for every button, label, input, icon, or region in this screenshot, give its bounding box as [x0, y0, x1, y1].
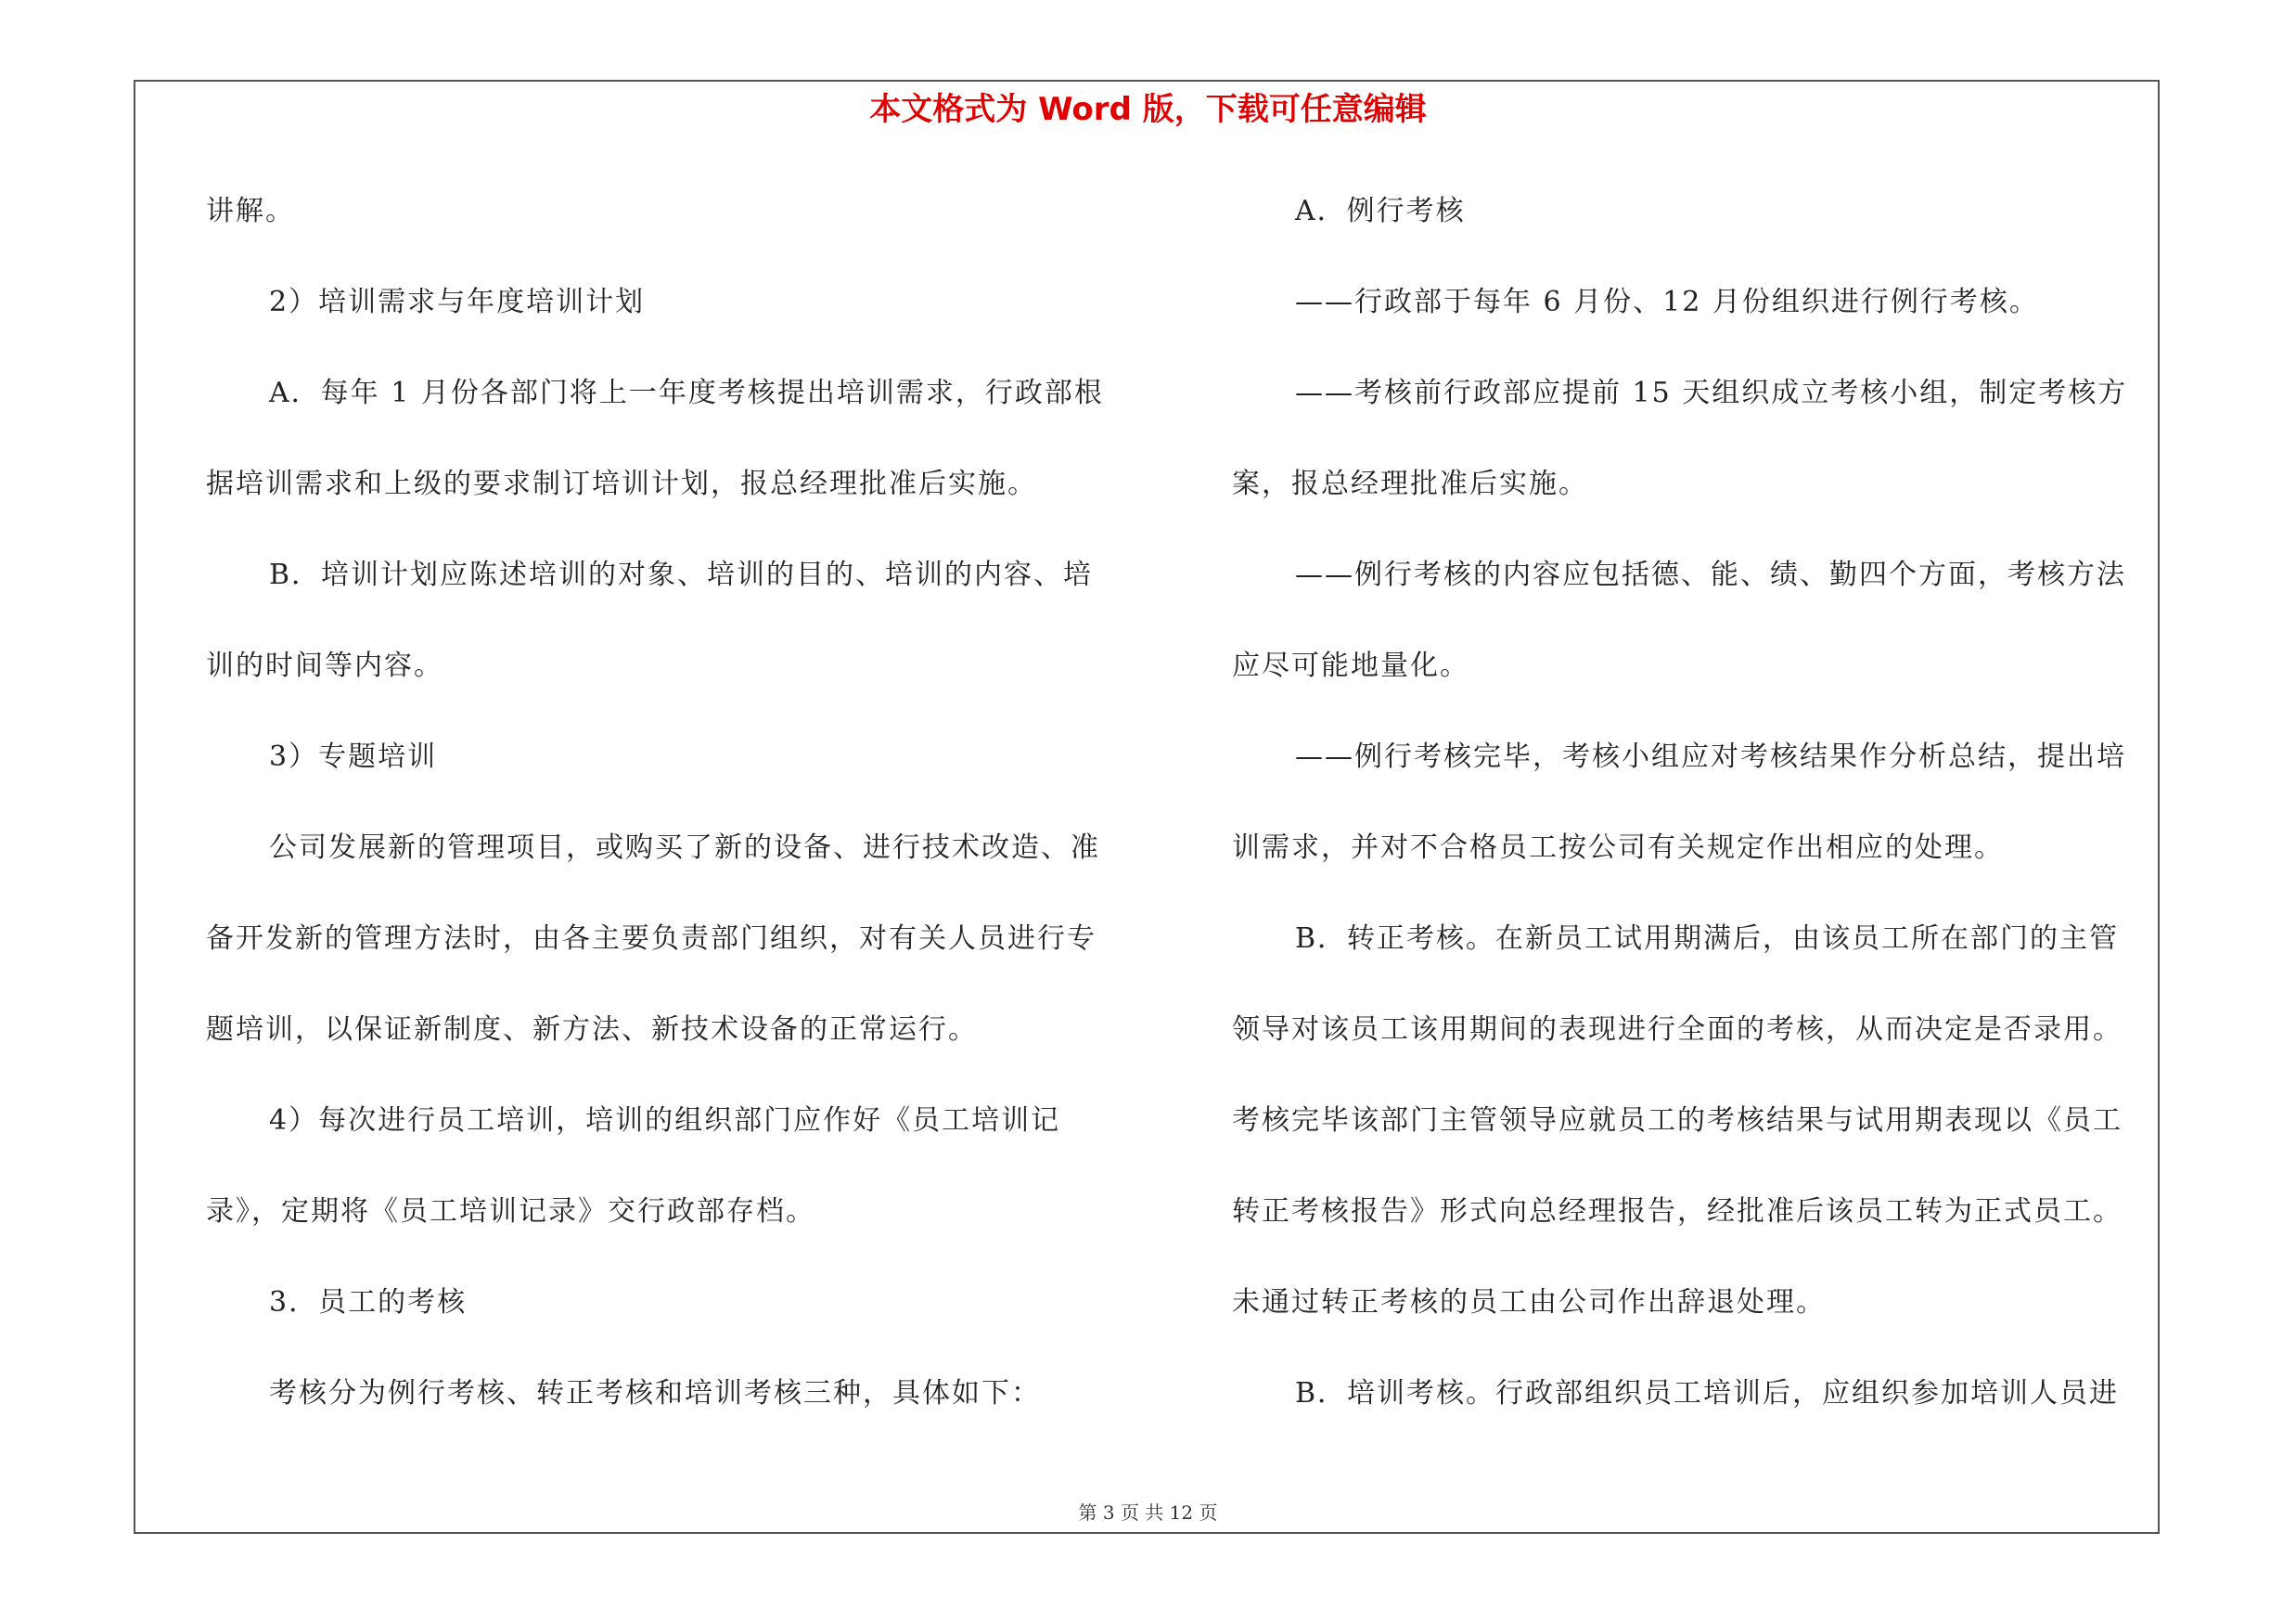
right-column [1232, 184, 2178, 1457]
text-line: B．转正考核。在新员工试用期满后，由该员工所在部门的主管 [1295, 922, 2120, 955]
text-line: 案，报总经理批准后实施。 [1232, 468, 1588, 500]
text-line: 3．员工的考核 [269, 1286, 468, 1319]
text-line: 未通过转正考核的员工由公司作出辞退处理。 [1232, 1286, 1826, 1319]
text-line: 转正考核报告》形式向总经理报告，经批准后该员工转为正式员工。 [1232, 1195, 2123, 1228]
text-line: 训需求，并对不合格员工按公司有关规定作出相应的处理。 [1232, 831, 2004, 864]
text-line: 录》，定期将《员工培训记录》交行政部存档。 [206, 1195, 815, 1228]
text-line: A．例行考核 [1295, 195, 1466, 227]
header-banner: 本文格式为 Word 版，下载可任意编辑 [869, 91, 1427, 128]
text-line: B．培训考核。行政部组织员工培训后，应组织参加培训人员进 [1295, 1377, 2120, 1410]
text-line: 公司发展新的管理项目，或购买了新的设备、进行技术改造、准 [269, 831, 1100, 864]
text-line: 训的时间等内容。 [206, 650, 443, 682]
text-line: ——例行考核完毕，考核小组应对考核结果作分析总结，提出培 [1295, 741, 2126, 773]
text-line: 据培训需求和上级的要求制订培训计划，报总经理批准后实施。 [206, 468, 1037, 500]
text-line: 讲解。 [206, 195, 295, 227]
text-line: 应尽可能地量化。 [1232, 650, 1469, 682]
text-line: 备开发新的管理方法时，由各主要负责部门组织，对有关人员进行专 [206, 922, 1097, 955]
text-line: ——考核前行政部应提前 15 天组织成立考核小组，制定考核方 [1295, 377, 2128, 409]
text-line: 领导对该员工该用期间的表现进行全面的考核，从而决定是否录用。 [1232, 1013, 2123, 1046]
text-line: 2）培训需求与年度培训计划 [269, 286, 646, 318]
text-line: ——行政部于每年 6 月份、12 月份组织进行例行考核。 [1295, 286, 2039, 318]
text-line: 题培训，以保证新制度、新方法、新技术设备的正常运行。 [206, 1013, 978, 1046]
left-column [206, 184, 1152, 1457]
text-line: B．培训计划应陈述培训的对象、培训的目的、培训的内容、培 [269, 559, 1094, 591]
page-indicator: 第 3 页 共 12 页 [1078, 1501, 1218, 1524]
text-line: ——例行考核的内容应包括德、能、绩、勤四个方面，考核方法 [1295, 559, 2126, 591]
text-line: 3）专题培训 [269, 741, 438, 773]
text-line: 考核分为例行考核、转正考核和培训考核三种，具体如下： [269, 1377, 1041, 1410]
text-line: 考核完毕该部门主管领导应就员工的考核结果与试用期表现以《员工 [1232, 1104, 2123, 1137]
text-line: A．每年 1 月份各部门将上一年度考核提出培训需求，行政部根 [269, 377, 1104, 409]
text-line: 4）每次进行员工培训，培训的组织部门应作好《员工培训记 [269, 1104, 1061, 1137]
